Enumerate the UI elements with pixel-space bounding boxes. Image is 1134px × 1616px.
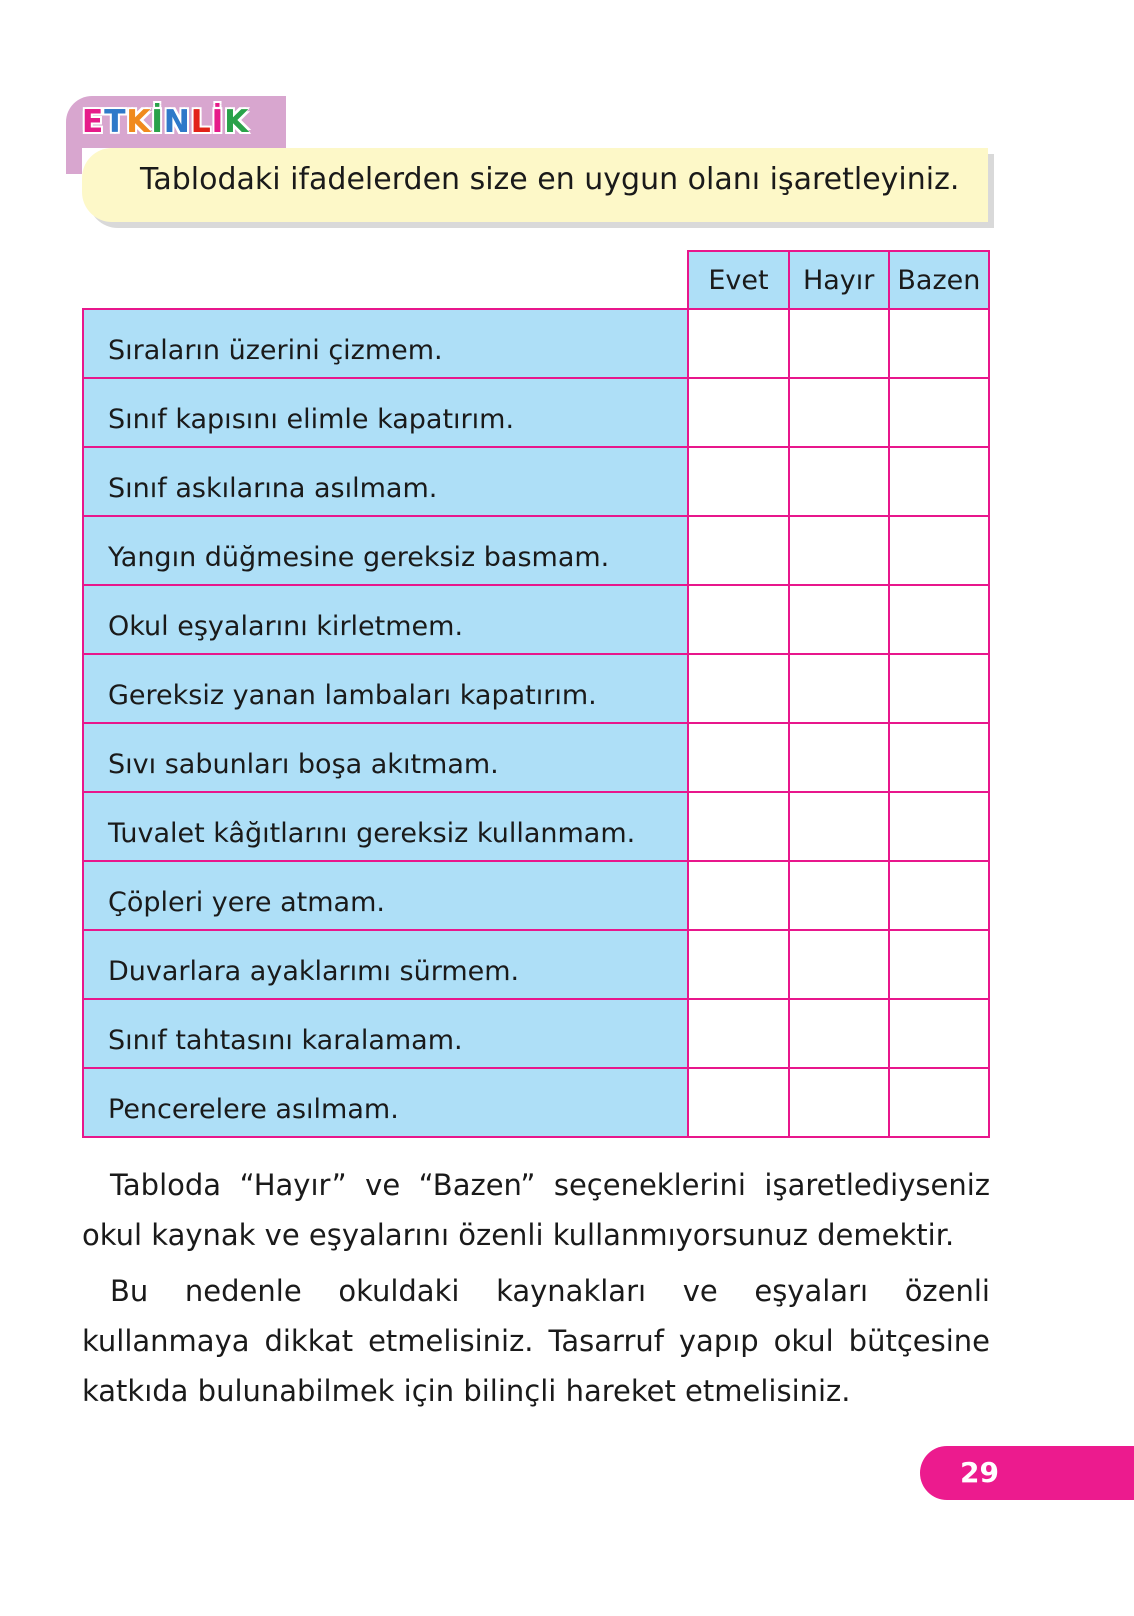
activity-title-letter: K [224, 104, 250, 140]
table-header-row [83, 251, 989, 309]
statement-cell: Duvarlara ayaklarımı sürmem. [83, 930, 688, 999]
check-cell-evet[interactable] [688, 999, 788, 1068]
table-row [83, 1068, 989, 1137]
check-cell-hayir[interactable] [789, 585, 889, 654]
statement-cell: Sınıf kapısını elimle kapatırım. [83, 378, 688, 447]
check-cell-hayir[interactable] [789, 654, 889, 723]
table-row [83, 723, 989, 792]
table-row [83, 447, 989, 516]
activity-title-letter: N [163, 104, 191, 140]
activity-title-letter: T [104, 104, 127, 140]
check-cell-hayir[interactable] [789, 378, 889, 447]
check-cell-bazen[interactable] [889, 930, 989, 999]
checklist-table-wrap [82, 250, 990, 1138]
activity-title-letter: İ [151, 104, 164, 140]
check-cell-bazen[interactable] [889, 999, 989, 1068]
check-cell-evet[interactable] [688, 1068, 788, 1137]
instruction-text: Tablodaki ifadelerden size en uygun olanı işaretleyiniz. [140, 162, 960, 197]
column-header-evet: Evet [688, 251, 788, 309]
statement-cell: Çöpleri yere atmam. [83, 861, 688, 930]
check-cell-evet[interactable] [688, 723, 788, 792]
instruction-box [82, 148, 988, 222]
check-cell-hayir[interactable] [789, 723, 889, 792]
table-row [83, 309, 989, 378]
check-cell-evet[interactable] [688, 861, 788, 930]
check-cell-bazen[interactable] [889, 861, 989, 930]
check-cell-hayir[interactable] [789, 1068, 889, 1137]
check-cell-bazen[interactable] [889, 1068, 989, 1137]
statement-cell: Pencerelere asılmam. [83, 1068, 688, 1137]
check-cell-bazen[interactable] [889, 792, 989, 861]
statement-cell: Okul eşyalarını kirletmem. [83, 585, 688, 654]
check-cell-hayir[interactable] [789, 309, 889, 378]
check-cell-bazen[interactable] [889, 378, 989, 447]
statement-cell: Tuvalet kâğıtlarını gereksiz kullanmam. [83, 792, 688, 861]
statement-cell: Gereksiz yanan lambaları kapatırım. [83, 654, 688, 723]
table-row [83, 930, 989, 999]
check-cell-hayir[interactable] [789, 861, 889, 930]
check-cell-evet[interactable] [688, 378, 788, 447]
check-cell-evet[interactable] [688, 309, 788, 378]
page-number-tab [920, 1446, 1134, 1500]
check-cell-evet[interactable] [688, 792, 788, 861]
header-blank-cell [83, 251, 688, 309]
activity-title [82, 104, 249, 140]
statement-cell: Sıraların üzerini çizmem. [83, 309, 688, 378]
check-cell-bazen[interactable] [889, 447, 989, 516]
check-cell-hayir[interactable] [789, 516, 889, 585]
table-row [83, 792, 989, 861]
statement-cell: Sınıf tahtasını karalamam. [83, 999, 688, 1068]
activity-title-letter: E [82, 104, 105, 140]
table-row [83, 654, 989, 723]
column-header-hayir: Hayır [789, 251, 889, 309]
check-cell-bazen[interactable] [889, 654, 989, 723]
page-number: 29 [960, 1456, 999, 1489]
check-cell-hayir[interactable] [789, 930, 889, 999]
check-cell-evet[interactable] [688, 447, 788, 516]
table-row [83, 378, 989, 447]
check-cell-hayir[interactable] [789, 792, 889, 861]
table-row [83, 516, 989, 585]
table-row [83, 999, 989, 1068]
check-cell-evet[interactable] [688, 930, 788, 999]
check-cell-evet[interactable] [688, 585, 788, 654]
statement-cell: Sınıf askılarına asılmam. [83, 447, 688, 516]
check-cell-hayir[interactable] [789, 447, 889, 516]
check-cell-evet[interactable] [688, 654, 788, 723]
check-cell-evet[interactable] [688, 516, 788, 585]
conclusion-paragraph-1: Tabloda “Hayır” ve “Bazen” seçeneklerini işaretlediyseniz okul kaynak ve eşyalarını özenli kullanmıyorsunuz demektir. [82, 1168, 990, 1252]
activity-title-letter: K [126, 104, 152, 140]
check-cell-bazen[interactable] [889, 723, 989, 792]
column-header-bazen: Bazen [889, 251, 989, 309]
table-row [83, 861, 989, 930]
check-cell-bazen[interactable] [889, 309, 989, 378]
activity-title-letter: İ [211, 104, 225, 140]
check-cell-bazen[interactable] [889, 585, 989, 654]
table-row [83, 585, 989, 654]
activity-title-letter: L [190, 104, 212, 140]
check-cell-bazen[interactable] [889, 516, 989, 585]
statement-cell: Sıvı sabunları boşa akıtmam. [83, 723, 688, 792]
conclusion-paragraph-2: Bu nedenle okuldaki kaynakları ve eşyaları özenli kullanmaya dikkat etmelisiniz. Tasarruf yapıp okul bütçesine katkıda bulunabilmek için bilinçli hareket etmelisiniz. [82, 1274, 990, 1408]
check-cell-hayir[interactable] [789, 999, 889, 1068]
checklist-table [82, 250, 990, 1138]
statement-cell: Yangın düğmesine gereksiz basmam. [83, 516, 688, 585]
